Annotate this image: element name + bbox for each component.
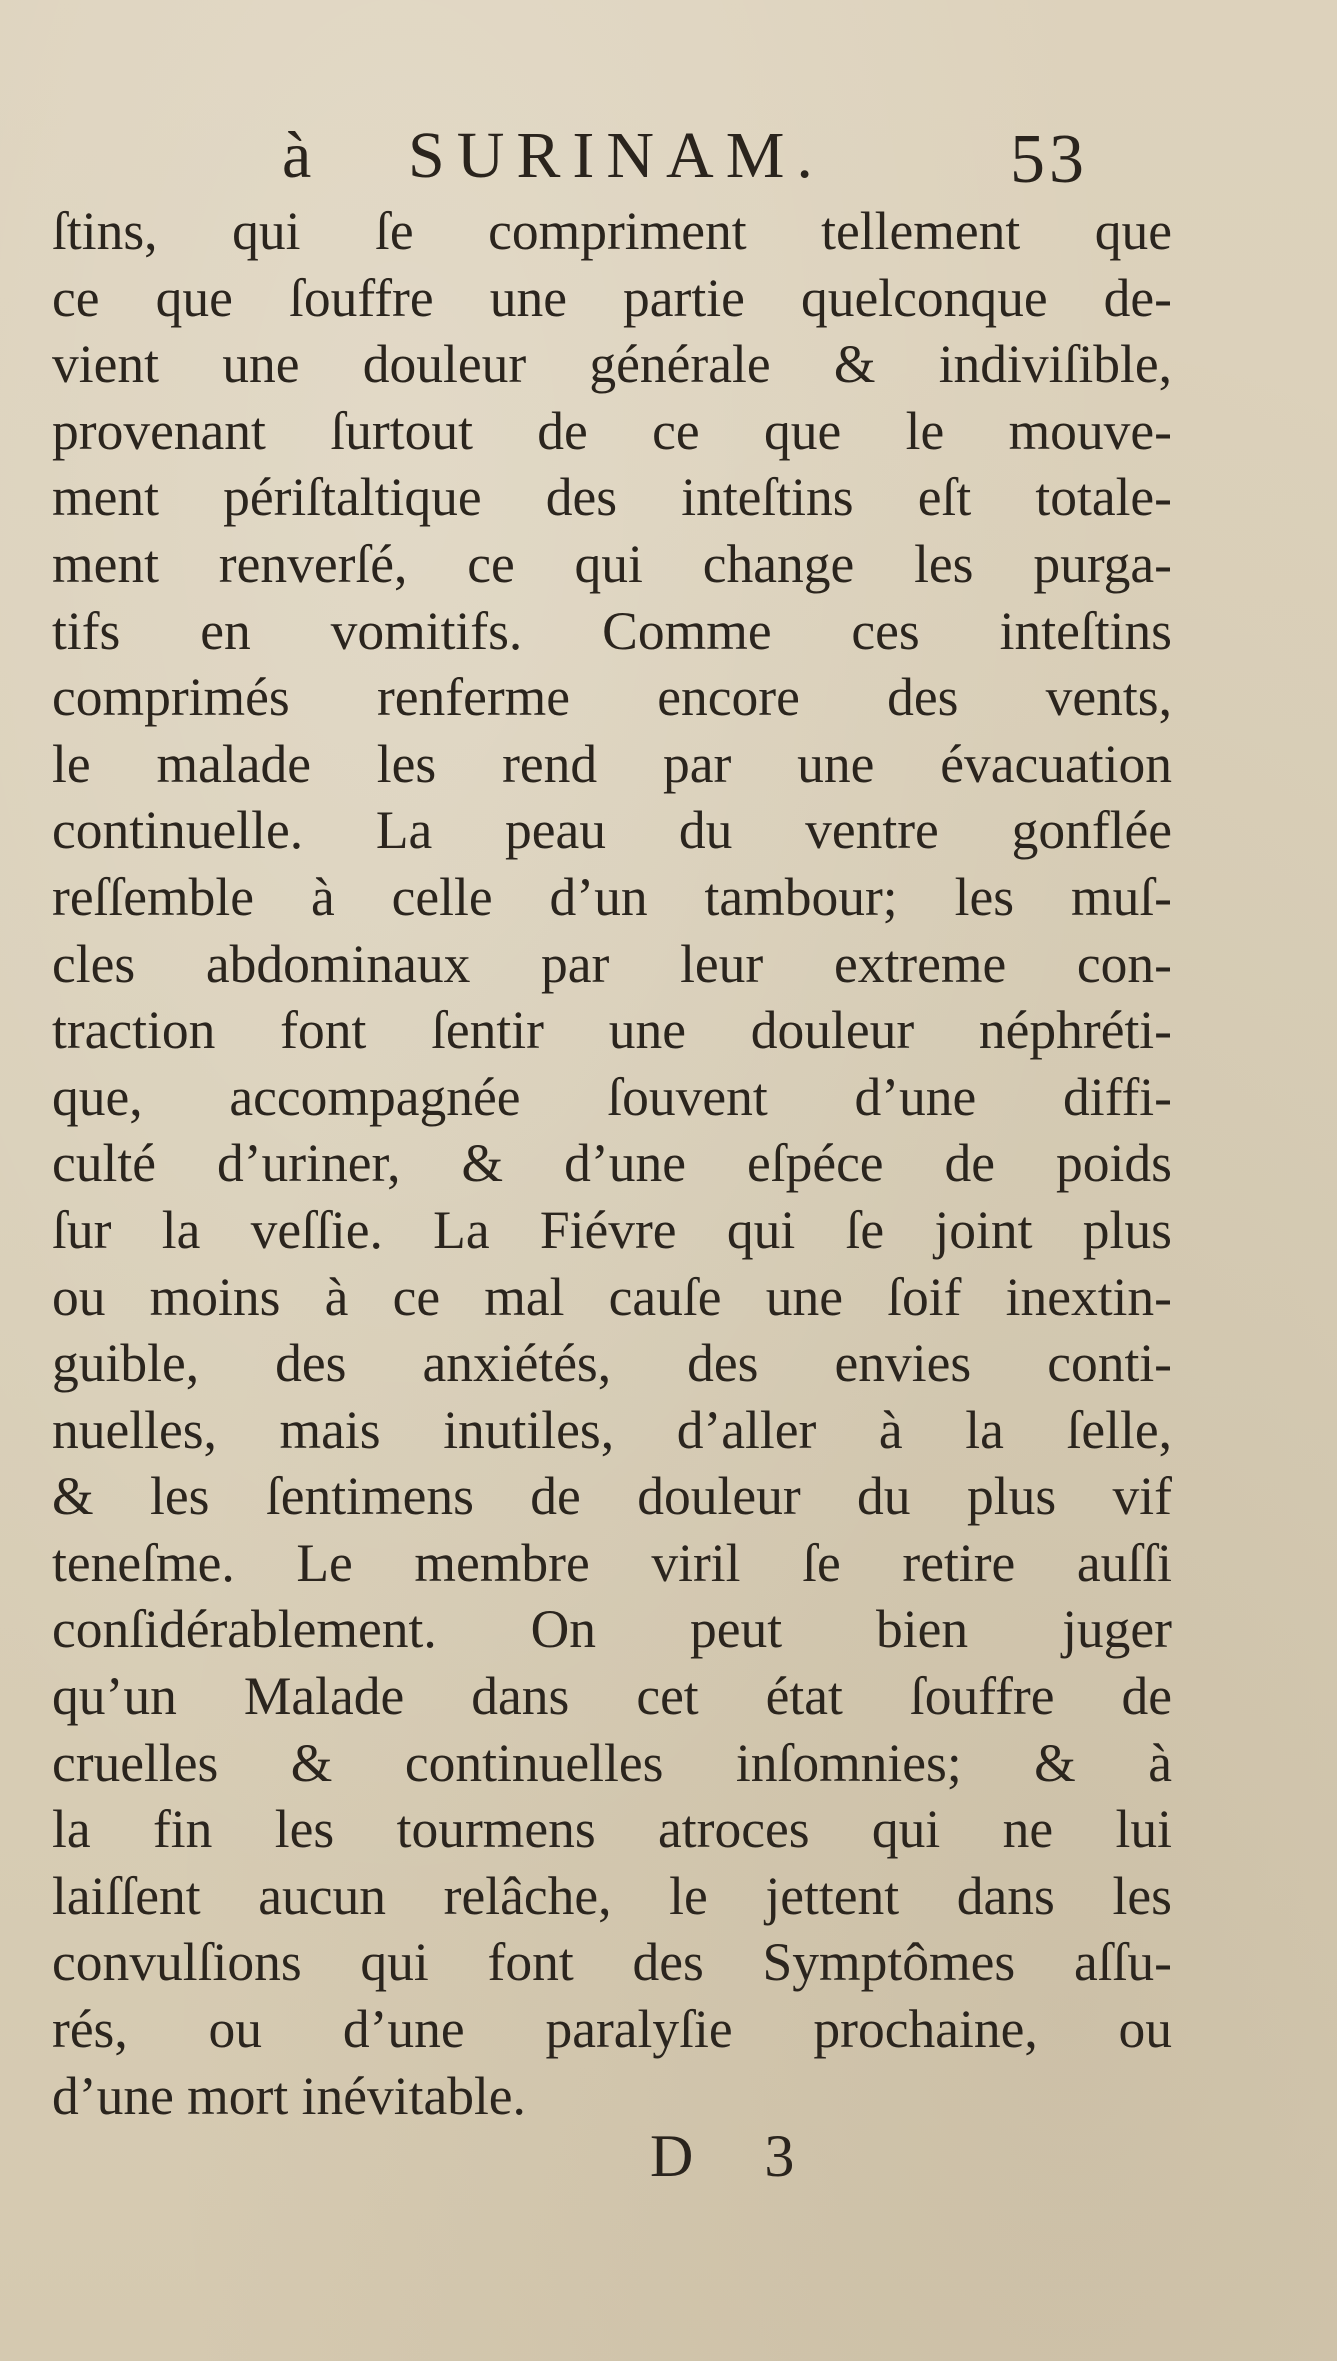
text-line: vient une douleur générale & indiviſible, <box>52 334 1172 395</box>
text-line: comprimés renferme encore des vents, <box>52 667 1172 728</box>
text-line: ſur la veſſie. La Fiévre qui ſe joint plus <box>52 1199 1172 1260</box>
text-line: ment périſtaltique des inteſtins eſt totale- <box>52 467 1172 528</box>
text-line: culté d’uriner, & d’une eſpéce de poids <box>52 1133 1172 1194</box>
page-number: 53 <box>1010 121 1088 198</box>
text-line: cles abdominaux par leur extreme con- <box>52 933 1172 994</box>
text-line: ment renverſé, ce qui change les purga- <box>52 533 1172 594</box>
text-line: guible, des anxiétés, des envies conti- <box>52 1333 1172 1394</box>
running-head-prefix: à <box>282 119 312 192</box>
text-line: la fin les tourmens atroces qui ne lui <box>52 1799 1172 1860</box>
text-line: ce que ſouffre une partie quelconque de- <box>52 267 1172 328</box>
text-line: traction font ſentir une douleur néphréti- <box>52 1000 1172 1061</box>
text-line: le malade les rend par une évacuation <box>52 733 1172 794</box>
running-head-title: SURINAM. <box>408 119 825 192</box>
text-line: d’une mort inévitable. <box>52 2065 526 2126</box>
text-line: nuelles, mais inutiles, d’aller à la ſelle, <box>52 1399 1172 1460</box>
body-text <box>52 198 1172 2129</box>
text-line: & les ſentimens de douleur du plus vif <box>52 1466 1172 1527</box>
text-line: cruelles & continuelles inſomnies; & à <box>52 1732 1172 1793</box>
text-line: teneſme. Le membre viril ſe retire auſſi <box>52 1532 1172 1593</box>
text-line: ſtins, qui ſe compriment tellement que <box>52 201 1172 261</box>
text-line: continuelle. La peau du ventre gonflée <box>52 800 1172 861</box>
text-line: que, accompagnée ſouvent d’une diffi- <box>52 1066 1172 1127</box>
text-line: tifs en vomitifs. Comme ces inteſtins <box>52 600 1172 661</box>
text-line: qu’un Malade dans cet état ſouffre de <box>52 1666 1172 1727</box>
text-line: ou moins à ce mal cauſe une ſoif inextin- <box>52 1266 1172 1327</box>
text-line: laiſſent aucun relâche, le jettent dans les <box>52 1865 1172 1926</box>
text-line: reſſemble à celle d’un tambour; les muſ- <box>52 866 1172 927</box>
running-head <box>0 118 1337 198</box>
text-line: provenant ſurtout de ce que le mouve- <box>52 400 1172 461</box>
signature-mark: D 3 <box>650 2123 823 2189</box>
text-line: convulſions qui font des Symptômes aſſu- <box>52 1932 1172 1993</box>
text-line: conſidérablement. On peut bien juger <box>52 1599 1172 1660</box>
text-line: rés, ou d’une paralyſie prochaine, ou <box>52 1999 1172 2060</box>
